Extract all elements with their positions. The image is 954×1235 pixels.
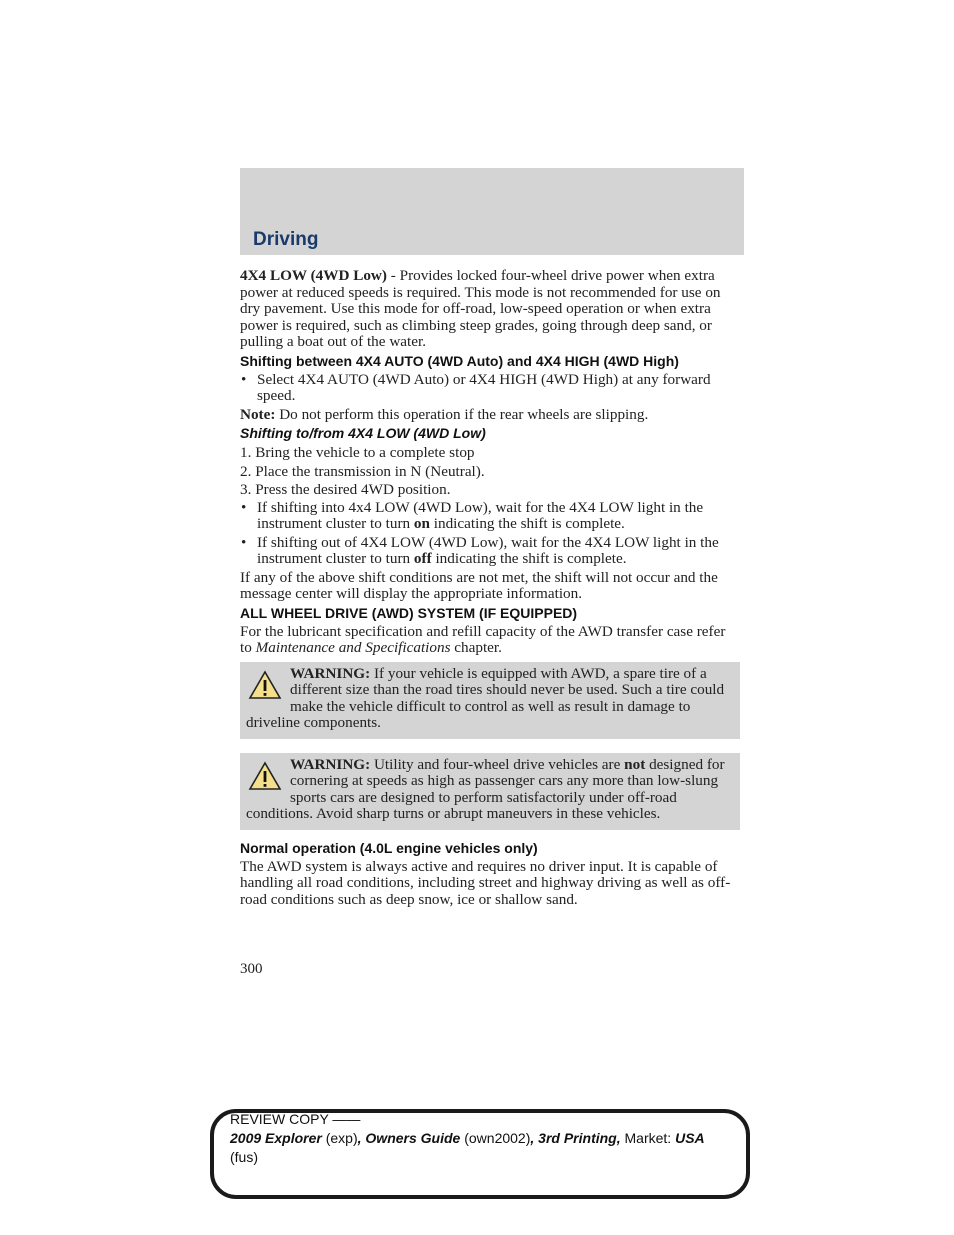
shift-low-heading: Shifting to/from 4X4 LOW (4WD Low) xyxy=(240,425,486,441)
awd-text: For the lubricant specification and refill capacity of the AWD transfer case refer to xyxy=(240,622,726,656)
page-content xyxy=(240,268,740,908)
footer-review-line: REVIEW COPY —— xyxy=(230,1111,361,1127)
normal-op-paragraph: The AWD system is always active and requires no driver input. It is capable of handling all road conditions, including street and highway driving as well as off-road conditions such as deep snow, ice or shallow sand. xyxy=(240,857,731,908)
awd-heading: ALL WHEEL DRIVE (AWD) SYSTEM (IF EQUIPPED) xyxy=(240,604,578,621)
bullet-text: If shifting into 4x4 LOW (4WD Low), wait for the 4X4 LOW light in the instrument cluster to turn xyxy=(257,498,704,532)
bullet-text: If shifting out of 4X4 LOW (4WD Low), wait for the 4X4 LOW light in the instrument cluster to turn xyxy=(257,533,719,567)
list-item: • If shifting out of 4X4 LOW (4WD Low), wait for the 4X4 LOW light in the instrument cluster to turn off indicating the shift is complete. xyxy=(241,533,719,567)
warning-box xyxy=(240,753,740,830)
footer-guide-code: (own2002) xyxy=(460,1130,531,1146)
warning-body: If your vehicle is equipped with AWD, a spare tire of a different size than the road tires should never be used. Such a tire could make the vehicle difficult to control as well as result in damage to driveline components. xyxy=(246,664,725,731)
footer-market: USA xyxy=(675,1130,705,1146)
footer-model-code: (exp) xyxy=(321,1130,358,1146)
page-number: 300 xyxy=(240,961,263,977)
shift-auto-high-heading: Shifting between 4X4 AUTO (4WD Auto) and 4X4 HIGH (4WD High) xyxy=(240,352,679,369)
warning-triangle-icon xyxy=(248,670,282,700)
section-title: Driving xyxy=(253,229,319,250)
footer-market-code: (fus) xyxy=(230,1149,258,1165)
warning-body: Utility and four-wheel drive vehicles are xyxy=(370,755,625,773)
list-item: • If shifting into 4x4 LOW (4WD Low), wait for the 4X4 LOW light in the instrument cluster to turn on indicating the shift is complete. xyxy=(241,498,704,532)
note-paragraph xyxy=(240,407,740,424)
footer-guide: , Owners Guide xyxy=(357,1130,461,1146)
step-3: 3. Press the desired 4WD position. xyxy=(240,481,451,498)
awd-paragraph xyxy=(240,624,740,657)
step-1: 1. Bring the vehicle to a complete stop xyxy=(240,444,475,461)
warning-label: WARNING: xyxy=(290,664,371,682)
note-text: Do not perform this operation if the rear wheels are slipping. xyxy=(275,405,649,423)
closing-paragraph: If any of the above shift conditions are not met, the shift will not occur and the message center will display the appropriate information. xyxy=(240,568,718,602)
awd-text: chapter. xyxy=(450,639,502,656)
bullet-emphasis: off xyxy=(413,550,432,567)
warning-text xyxy=(246,666,734,732)
footer-edition-line xyxy=(230,1129,740,1148)
normal-op-heading: Normal operation (4.0L engine vehicles only) xyxy=(240,839,538,856)
intro-term: 4X4 LOW (4WD Low) xyxy=(240,267,387,284)
step-2: 2. Place the transmission in N (Neutral). xyxy=(240,462,485,480)
footer-printing: , 3rd Printing, xyxy=(530,1130,621,1146)
section-header-band xyxy=(240,168,744,255)
warning-box xyxy=(240,662,740,739)
bullet-text: indicating the shift is complete. xyxy=(429,515,625,532)
warning-body: designed for cornering at speeds as high as passenger cars any more than low-slung sports cars are designed to perform satisfactorily under off-road conditions. Avoid sharp turns or abrupt maneuvers in these vehicles. xyxy=(246,755,725,822)
bullet-text: Select 4X4 AUTO (4WD Auto) or 4X4 HIGH (4WD High) at any forward speed. xyxy=(257,370,711,404)
warning-label: WARNING: xyxy=(290,755,371,773)
bullet-text: indicating the shift is complete. xyxy=(431,550,627,567)
footer-model: 2009 Explorer xyxy=(230,1130,322,1146)
intro-paragraph xyxy=(240,268,740,351)
footer-market-label: Market: xyxy=(620,1130,676,1146)
list-item: • Select 4X4 AUTO (4WD Auto) or 4X4 HIGH (4WD High) at any forward speed. xyxy=(241,370,711,404)
intro-text: - Provides locked four-wheel drive power when extra power at reduced speeds is required. This mode is not recommended for use on dry pavement. Use this mode for off-road, low-speed operation or when extra power is required, such as climbing steep grades, going through deep sand, or pulling a boat out of the water. xyxy=(240,267,721,350)
note-label: Note: xyxy=(240,405,276,423)
warning-triangle-icon xyxy=(248,761,282,791)
footer-text xyxy=(230,1110,740,1167)
warning-emphasis: not xyxy=(624,755,646,773)
warning-text xyxy=(246,757,734,823)
bullet-emphasis: on xyxy=(413,515,430,532)
awd-chapter-ref: Maintenance and Specifications xyxy=(255,639,451,656)
